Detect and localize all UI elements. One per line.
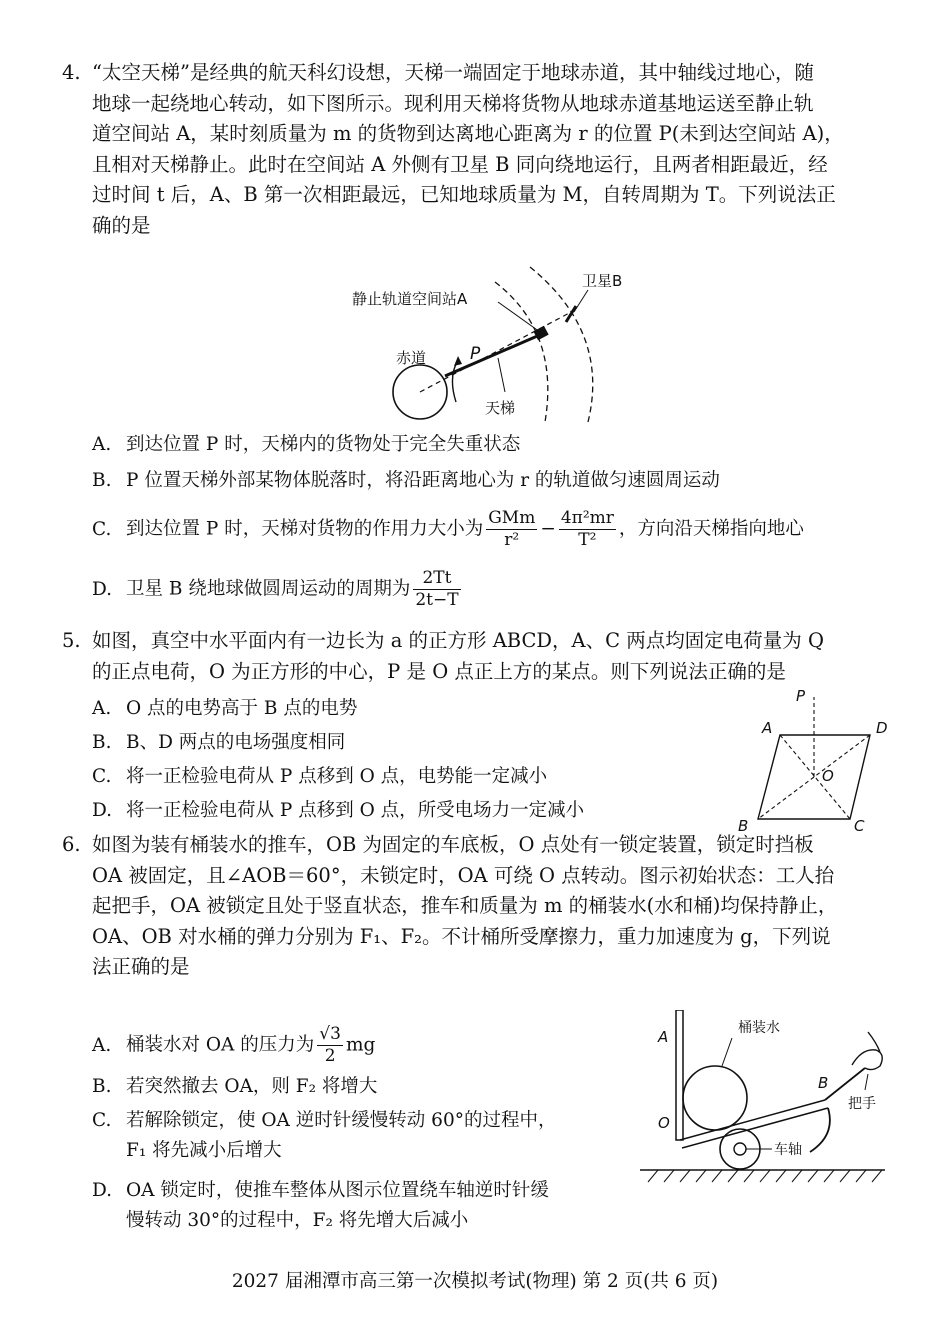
worker-hand [852, 1050, 882, 1070]
fraction-numerator: GMm [488, 508, 536, 528]
point-a-label: A [762, 719, 773, 737]
question-5 [62, 626, 894, 687]
option-label: D. [92, 578, 113, 600]
option-text: ，方向沿天梯指向地心 [618, 518, 804, 540]
option-text: 桶装水对 OA 的压力为 [126, 1034, 315, 1056]
ladder-line [445, 334, 542, 376]
option-text: B、D 两点的电场强度相同 [126, 732, 346, 753]
option-text: 若解除锁定，使 OA 逆时针缓慢转动 60°的过程中， [126, 1110, 557, 1131]
fraction-denominator: 2t−T [415, 590, 459, 610]
option-label: A. [92, 698, 112, 719]
point-p-label: P [796, 687, 806, 705]
option-text: mg [345, 1034, 376, 1056]
option-text: 将一正检验电荷从 P 点移到 O 点，电势能一定减小 [126, 766, 548, 787]
question-stem [92, 58, 894, 241]
stem-line: 起把手，OA 被锁定且处于竖直状态，推车和质量为 m 的桶装水(水和桶)均保持静止， [92, 894, 838, 917]
stem-line: 如图为装有桶装水的推车，OB 为固定的车底板，O 点处有一锁定装置，锁定时挡板 [92, 833, 814, 856]
water-bucket [683, 1066, 747, 1130]
fraction [413, 568, 460, 611]
option-label: C. [92, 518, 112, 540]
q4-option-a[interactable] [92, 430, 520, 460]
fraction-numerator: 4π²mr [560, 508, 614, 528]
cart-figure [640, 1010, 900, 1192]
page-footer: 2027 届湘潭市高三第一次模拟考试(物理) 第 2 页(共 6 页) [231, 1271, 719, 1292]
option-text: 若突然撤去 OA，则 F₂ 将增大 [126, 1076, 378, 1097]
stem-line: “太空天梯”是经典的航天科幻设想，天梯一端固定于地球赤道，其中轴线过地心，随 [92, 61, 814, 84]
water-label: 桶装水 [738, 1020, 780, 1036]
option-label: B. [92, 732, 112, 753]
option-label: B. [92, 470, 112, 491]
fraction [317, 1024, 343, 1067]
q4-option-d[interactable] [92, 568, 464, 611]
fraction [486, 508, 537, 551]
satellite-orbit-arc [530, 267, 593, 422]
point-a-label: A [658, 1028, 669, 1046]
q5-option-d[interactable] [92, 796, 584, 826]
stem-line: 的正点电荷，O 为正方形的中心，P 是 O 点正上方的某点。则下列说法正确的是 [92, 659, 786, 683]
fraction [559, 508, 616, 551]
option-text: 将一正检验电荷从 P 点移到 O 点，所受电场力一定减小 [126, 800, 585, 821]
question-stem [92, 626, 894, 687]
p-label: P [470, 344, 481, 364]
minus-sign: − [540, 518, 556, 540]
q6-option-c[interactable] [92, 1106, 556, 1166]
fraction-denominator: 2 [324, 1046, 336, 1066]
rotation-arrow [452, 360, 458, 402]
axle-hub [734, 1143, 746, 1155]
stem-line: 法正确的是 [92, 955, 190, 978]
fraction-denominator: r² [504, 530, 520, 550]
point-b-label: B [818, 1074, 829, 1092]
water-leader [722, 1038, 732, 1066]
ground-hatch [648, 1170, 882, 1182]
question-number: 5. [62, 629, 81, 652]
option-label: A. [92, 434, 112, 455]
option-label: A. [92, 1034, 112, 1056]
question-6 [62, 830, 894, 983]
point-c-label: C [854, 817, 865, 835]
fraction-numerator: √3 [319, 1024, 341, 1044]
option-text-line2: F₁ 将先减小后增大 [126, 1140, 282, 1161]
stem-line: 道空间站 A，某时刻质量为 m 的货物到达离地心距离为 r 的位置 P(未到达空间站 A)， [92, 122, 844, 145]
option-label: D. [92, 800, 113, 821]
stem-line: 确的是 [92, 213, 151, 237]
option-text: 到达位置 P 时，天梯内的货物处于完全失重状态 [126, 434, 521, 455]
satellite-leader [574, 290, 588, 312]
space-elevator-figure [330, 262, 660, 424]
fraction-numerator: 2Tt [413, 568, 460, 590]
handle-leader [865, 1074, 868, 1090]
stem-line: OA 被固定，且∠AOB＝60°，未锁定时，OA 可绕 O 点转动。图示初始状态：工人抬 [92, 863, 835, 887]
stem-line: 地球一起绕地心转动，如下图所示。现利用天梯将货物从地球赤道基地运送至静止轨 [92, 91, 814, 115]
stem-line: 过时间 t 后，A、B 第一次相距最远，已知地球质量为 M，自转周期为 T。下列说法正 [92, 183, 836, 206]
handle-label: 把手 [848, 1096, 876, 1112]
fraction-denominator: T² [578, 530, 597, 550]
diagonal-ac [780, 735, 850, 819]
option-text: 卫星 B 绕地球做圆周运动的周期为 [126, 578, 411, 600]
station-leader [498, 302, 540, 332]
option-label: C. [92, 1110, 112, 1131]
square-abcd-figure [730, 685, 900, 835]
option-text: O 点的电势高于 B 点的电势 [126, 698, 358, 719]
option-text: P 位置天梯外部某物体脱落时，将沿距离地心为 r 的轨道做匀速圆周运动 [126, 470, 720, 491]
q4-option-b[interactable] [92, 466, 720, 496]
question-number: 6. [62, 833, 81, 856]
plate-oa [676, 1010, 683, 1140]
option-text: 到达位置 P 时，天梯对货物的作用力大小为 [126, 518, 484, 540]
option-label: D. [92, 1180, 113, 1201]
point-o-label: O [822, 767, 834, 785]
option-label: C. [92, 766, 112, 787]
axle-label: 车轴 [774, 1142, 802, 1158]
q5-option-c[interactable] [92, 762, 547, 792]
question-number: 4. [62, 61, 81, 84]
q6-option-d[interactable] [92, 1176, 549, 1236]
question-4 [62, 58, 894, 241]
option-text: OA 锁定时，使推车整体从图示位置绕车轴逆时针缓 [126, 1180, 549, 1201]
stem-line: OA、OB 对水桶的弹力分别为 F₁、F₂。不计桶所受摩擦力，重力加速度为 g，下列说 [92, 924, 831, 948]
option-label: B. [92, 1076, 112, 1097]
option-text-line2: 慢转动 30°的过程中，F₂ 将先增大后减小 [126, 1210, 469, 1231]
q5-option-b[interactable] [92, 728, 345, 758]
stem-line: 如图，真空中水平面内有一边长为 a 的正方形 ABCD，A、C 两点均固定电荷量为 Q [92, 629, 824, 652]
q6-option-a[interactable] [92, 1024, 375, 1067]
station-label: 静止轨道空间站A [352, 290, 468, 308]
point-b-label: B [738, 817, 749, 835]
point-o-label: O [658, 1114, 670, 1132]
satellite-label: 卫星B [582, 272, 623, 290]
ladder-label: 天梯 [485, 399, 516, 417]
q4-option-c[interactable] [92, 508, 804, 551]
ladder-leader [498, 358, 505, 392]
equator-label: 赤道 [396, 349, 427, 367]
point-d-label: D [876, 719, 888, 737]
stem-line: 且相对天梯静止。此时在空间站 A 外侧有卫星 B 同向绕地运行，且两者相距最近，经 [92, 152, 828, 176]
frame-curve [810, 1108, 830, 1152]
question-stem [92, 830, 894, 983]
q5-option-a[interactable] [92, 694, 357, 724]
q6-option-b[interactable] [92, 1072, 377, 1102]
